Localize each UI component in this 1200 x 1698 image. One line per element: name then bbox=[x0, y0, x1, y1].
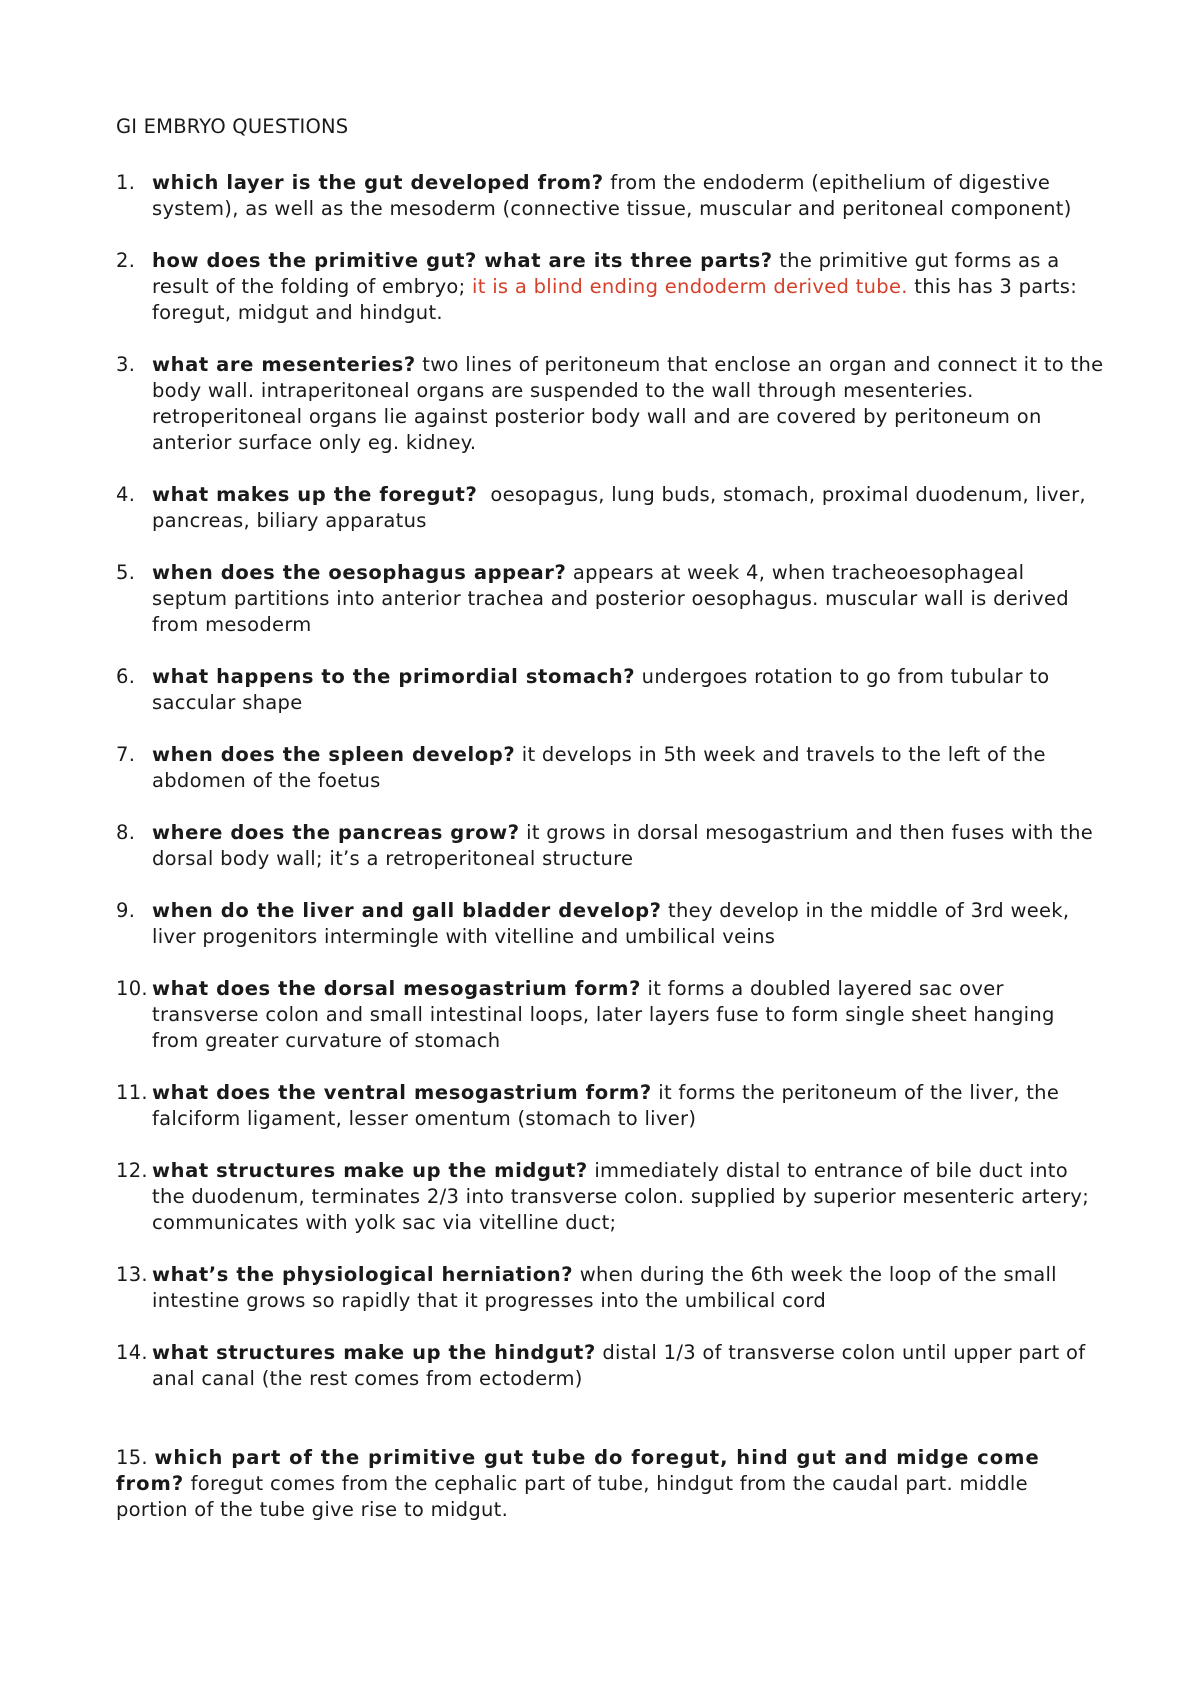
item-number: 15. bbox=[116, 1446, 148, 1469]
answer-text: undergoes rotation to go from tubular to saccular shape bbox=[152, 665, 1050, 714]
answer-text: foregut comes from the cephalic part of tube, hindgut from the caudal part. middle portion of the tube give rise to midgut. bbox=[116, 1472, 1028, 1521]
answer-text: it forms a doubled layered sac over transverse colon and small intestinal loops, later layers fuse to form single sheet hanging from greater curvature of stomach bbox=[152, 977, 1055, 1052]
answer-text: appears at week 4, when tracheoesophageal septum partitions into anterior trachea and posterior oesophagus. muscular wall is derived from mesoderm bbox=[152, 561, 1069, 636]
question-text: what’s the physiological herniation? bbox=[152, 1263, 574, 1286]
list-item bbox=[116, 898, 1106, 950]
list-item-final bbox=[116, 1445, 1106, 1523]
answer-text: two lines of peritoneum that enclose an organ and connect it to the body wall. intraperitoneal organs are suspended to the wall through mesenteries. retroperitoneal organs lie against posterior body wall and are covered by peritoneum on anterior surface only eg. kidney. bbox=[152, 353, 1104, 454]
list-item bbox=[116, 976, 1106, 1054]
answer-text: they develop in the middle of 3rd week, liver progenitors intermingle with vitelline and umbilical veins bbox=[152, 899, 1070, 948]
list-item bbox=[116, 664, 1106, 716]
answer-text: it develops in 5th week and travels to the left of the abdomen of the foetus bbox=[152, 743, 1046, 792]
question-text: what structures make up the midgut? bbox=[152, 1159, 588, 1182]
question-text: when does the spleen develop? bbox=[152, 743, 516, 766]
question-text: when does the oesophagus appear? bbox=[152, 561, 567, 584]
item-number: 3. bbox=[116, 353, 136, 376]
list-item bbox=[116, 742, 1106, 794]
answer-text: immediately distal to entrance of bile duct into the duodenum, terminates 2/3 into transverse colon. supplied by superior mesenteric artery; communicates with yolk sac via vitelline duct; bbox=[152, 1159, 1090, 1234]
item-number: 9. bbox=[116, 899, 136, 922]
answer-text: it grows in dorsal mesogastrium and then fuses with the dorsal body wall; it’s a retroperitoneal structure bbox=[152, 821, 1094, 870]
answer-text: oesopagus, lung buds, stomach, proximal duodenum, liver, pancreas, biliary apparatus bbox=[152, 483, 1093, 532]
question-text: how does the primitive gut? what are its three parts? bbox=[152, 249, 773, 272]
question-text: where does the pancreas grow? bbox=[152, 821, 520, 844]
list-item bbox=[116, 1080, 1106, 1132]
question-text: what happens to the primordial stomach? bbox=[152, 665, 636, 688]
question-text: what does the ventral mesogastrium form? bbox=[152, 1081, 652, 1104]
question-text: which layer is the gut developed from? bbox=[152, 171, 604, 194]
question-text: what does the dorsal mesogastrium form? bbox=[152, 977, 641, 1000]
item-number: 4. bbox=[116, 483, 136, 506]
highlighted-answer-text: it is a blind ending endoderm derived tube. bbox=[472, 275, 908, 298]
list-item bbox=[116, 1340, 1106, 1392]
item-number: 5. bbox=[116, 561, 136, 584]
answer-text: the primitive gut forms as a result of the folding of embryo; bbox=[152, 249, 1060, 298]
question-text: what are mesenteries? bbox=[152, 353, 416, 376]
question-text: when do the liver and gall bladder develop? bbox=[152, 899, 662, 922]
list-item bbox=[116, 170, 1106, 222]
item-number: 12. bbox=[116, 1159, 148, 1182]
list-item bbox=[116, 482, 1106, 534]
list-item bbox=[116, 560, 1106, 638]
answer-text: it forms the peritoneum of the liver, the falciform ligament, lesser omentum (stomach to liver) bbox=[152, 1081, 1060, 1130]
item-number: 13. bbox=[116, 1263, 148, 1286]
item-number: 8. bbox=[116, 821, 136, 844]
list-item bbox=[116, 248, 1106, 326]
question-text: which part of the primitive gut tube do foregut, hind gut and midge come from? bbox=[116, 1446, 1040, 1495]
answer-text: distal 1/3 of transverse colon until upper part of anal canal (the rest comes from ectoderm) bbox=[152, 1341, 1086, 1390]
answer-text: from the endoderm (epithelium of digestive system), as well as the mesoderm (connective tissue, muscular and peritoneal component) bbox=[152, 171, 1072, 220]
question-text: what makes up the foregut? bbox=[152, 483, 478, 506]
item-number: 11. bbox=[116, 1081, 148, 1104]
answer-text: when during the 6th week the loop of the small intestine grows so rapidly that it progresses into the umbilical cord bbox=[152, 1263, 1057, 1312]
item-number: 10. bbox=[116, 977, 148, 1000]
answer-text-continued: this has 3 parts: foregut, midgut and hindgut. bbox=[152, 275, 1078, 324]
item-number: 7. bbox=[116, 743, 136, 766]
item-number: 2. bbox=[116, 249, 136, 272]
document-title: GI EMBRYO QUESTIONS bbox=[116, 115, 349, 138]
item-number: 1. bbox=[116, 171, 136, 194]
list-item bbox=[116, 1158, 1106, 1236]
list-item bbox=[116, 1262, 1106, 1314]
list-item bbox=[116, 820, 1106, 872]
item-number: 14. bbox=[116, 1341, 148, 1364]
question-list bbox=[116, 170, 1106, 1418]
list-item bbox=[116, 352, 1106, 456]
item-number: 6. bbox=[116, 665, 136, 688]
question-text: what structures make up the hindgut? bbox=[152, 1341, 596, 1364]
